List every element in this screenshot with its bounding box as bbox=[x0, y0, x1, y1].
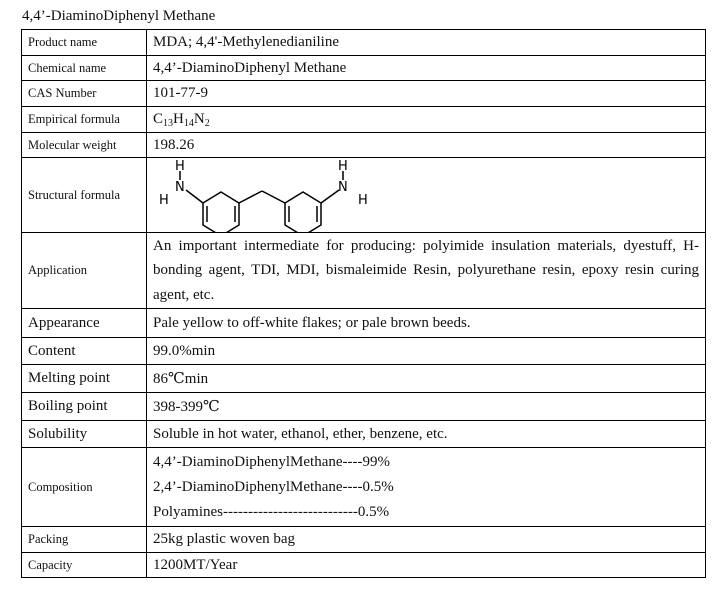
formula-n-sub: 2 bbox=[204, 118, 210, 129]
value-capacity: 1200MT/Year bbox=[147, 553, 706, 578]
value-solubility: Soluble in hot water, ethanol, ether, benzene, etc. bbox=[147, 421, 706, 448]
formula-n: N bbox=[193, 111, 205, 127]
value-content: 99.0%min bbox=[147, 338, 706, 365]
label-chemical-name: Chemical name bbox=[22, 56, 147, 81]
label-appearance: Appearance bbox=[22, 309, 147, 338]
bond-ring-to-ch2-left bbox=[239, 191, 262, 203]
bond-ring-to-nitrogen-right bbox=[321, 190, 339, 203]
row-packing bbox=[22, 527, 706, 553]
document-title: 4,4’-DiaminoDiphenyl Methane bbox=[22, 8, 216, 24]
atom-h-top-right: H bbox=[338, 159, 348, 174]
row-application bbox=[22, 233, 706, 309]
value-melting-point: 86℃min bbox=[147, 365, 706, 393]
atom-n-right: N bbox=[338, 180, 348, 195]
value-appearance: Pale yellow to off-white flakes; or pale brown beeds. bbox=[147, 309, 706, 338]
row-capacity bbox=[22, 553, 706, 578]
label-molecular-weight: Molecular weight bbox=[22, 133, 147, 158]
bond-ring-to-nitrogen-left bbox=[186, 190, 203, 203]
row-melting-point bbox=[22, 365, 706, 393]
label-structural-formula: Structural formula bbox=[22, 158, 147, 233]
benzene-ring-left bbox=[203, 192, 239, 232]
row-empirical-formula bbox=[22, 107, 706, 133]
row-chemical-name bbox=[22, 56, 706, 81]
row-boiling-point bbox=[22, 393, 706, 421]
value-application: An important intermediate for producing: polyimide insulation materials, dyestuff, H-bonding agent, TDI, MDI, bismaleimide Resin, polyurethane resin, epoxy resin curing agent, etc. bbox=[147, 233, 706, 309]
row-content bbox=[22, 338, 706, 365]
row-structural-formula bbox=[22, 158, 706, 233]
row-composition bbox=[22, 448, 706, 527]
benzene-ring-right bbox=[285, 192, 321, 232]
label-content: Content bbox=[22, 338, 147, 365]
value-packing: 25kg plastic woven bag bbox=[147, 527, 706, 553]
label-product-name: Product name bbox=[22, 30, 147, 56]
label-solubility: Solubility bbox=[22, 421, 147, 448]
structural-formula-diagram bbox=[153, 158, 393, 232]
row-appearance bbox=[22, 309, 706, 338]
formula-c: C bbox=[153, 111, 164, 127]
value-empirical-formula bbox=[147, 107, 706, 133]
row-product-name bbox=[22, 30, 706, 56]
composition-line: 4,4’-DiaminoDiphenylMethane----99% bbox=[153, 454, 391, 470]
composition-line: 2,4’-DiaminoDiphenylMethane----0.5% bbox=[153, 479, 394, 495]
atom-h-side-left: H bbox=[159, 193, 169, 208]
row-molecular-weight bbox=[22, 133, 706, 158]
row-solubility bbox=[22, 421, 706, 448]
value-structural-formula bbox=[147, 158, 706, 233]
value-product-name: MDA; 4,4'-Methylenedianiline bbox=[147, 30, 706, 56]
label-melting-point: Melting point bbox=[22, 365, 147, 393]
value-boiling-point: 398-399℃ bbox=[147, 393, 706, 421]
value-cas-number: 101-77-9 bbox=[147, 81, 706, 107]
bond-ch2-to-ring-right bbox=[262, 191, 285, 203]
label-application: Application bbox=[22, 233, 147, 309]
formula-h: H bbox=[173, 111, 184, 127]
structure-bonds bbox=[180, 171, 343, 232]
composition-line: Polyamines---------------------------0.5% bbox=[153, 504, 390, 520]
atom-n-left: N bbox=[175, 180, 185, 195]
row-cas-number bbox=[22, 81, 706, 107]
atom-h-top-left: H bbox=[175, 159, 185, 174]
specification-table bbox=[21, 29, 706, 578]
label-empirical-formula: Empirical formula bbox=[22, 107, 147, 133]
label-boiling-point: Boiling point bbox=[22, 393, 147, 421]
label-cas-number: CAS Number bbox=[22, 81, 147, 107]
value-chemical-name: 4,4’-DiaminoDiphenyl Methane bbox=[147, 56, 706, 81]
formula-h-sub: 14 bbox=[183, 118, 194, 129]
formula-c-sub: 13 bbox=[163, 118, 174, 129]
value-composition bbox=[147, 448, 706, 527]
atom-h-side-right: H bbox=[358, 193, 368, 208]
value-molecular-weight: 198.26 bbox=[147, 133, 706, 158]
label-packing: Packing bbox=[22, 527, 147, 553]
label-capacity: Capacity bbox=[22, 553, 147, 578]
label-composition: Composition bbox=[22, 448, 147, 527]
